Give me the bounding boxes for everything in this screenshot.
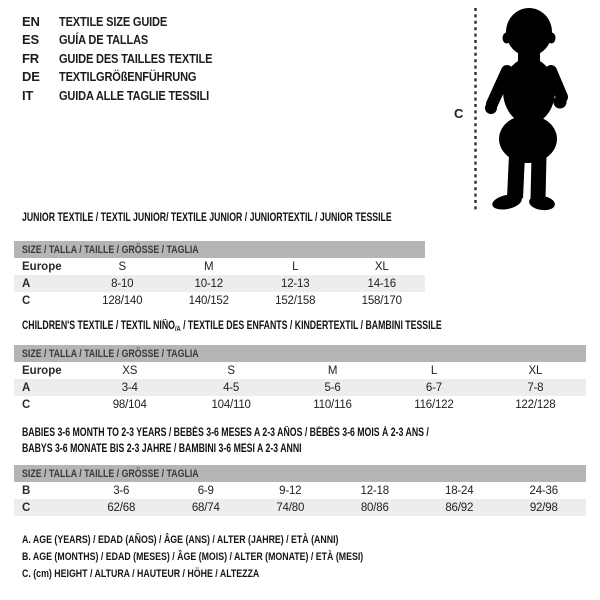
language-row-fr — [22, 49, 239, 68]
height-marker-label: C — [454, 106, 464, 121]
table-row-europe — [14, 362, 586, 379]
height-cell: 62/68 — [107, 501, 136, 514]
row-label: Europe — [22, 364, 62, 377]
size-header-bar: SIZE / TALLA / TAILLE / GRÖSSE / TAGLIA — [14, 241, 425, 258]
age-cell: 8-10 — [111, 277, 134, 290]
language-label: GUIDA ALLE TAGLIE TESSILI — [59, 87, 210, 103]
size-cell: L — [430, 364, 438, 377]
height-cell: 68/74 — [191, 501, 220, 514]
table-row-height — [14, 499, 586, 516]
age-cell: 4-5 — [223, 381, 240, 394]
height-figure — [440, 0, 600, 220]
age-cell: 18-24 — [445, 484, 474, 497]
language-label: GUÍA DE TALLAS — [59, 32, 149, 48]
table-row-height — [14, 292, 425, 309]
height-cell: 92/98 — [529, 501, 558, 514]
height-cell: 80/86 — [360, 501, 389, 514]
height-cell: 116/122 — [414, 398, 454, 411]
age-cell: 10-12 — [194, 277, 223, 290]
language-code: DE — [22, 69, 40, 85]
height-cell: 140/152 — [188, 294, 229, 307]
junior-section-title: JUNIOR TEXTILE / TEXTIL JUNIOR/ TEXTILE JUNIOR / JUNIORTEXTIL / JUNIOR TESSILE — [22, 212, 392, 224]
language-row-it — [22, 86, 239, 105]
age-cell: 12-18 — [360, 484, 389, 497]
table-row-europe — [14, 258, 425, 275]
height-cell: 98/104 — [112, 398, 147, 411]
age-cell: 14-16 — [367, 277, 396, 290]
language-title-block — [22, 12, 239, 105]
size-cell: S — [118, 260, 126, 273]
height-cell: 110/116 — [313, 398, 352, 411]
language-code: EN — [22, 13, 40, 29]
age-cell: 6-9 — [197, 484, 214, 497]
row-label: A — [22, 381, 31, 394]
size-cell: L — [292, 260, 299, 273]
language-label: GUIDE DES TAILLES TEXTILE — [59, 50, 213, 66]
footnote-a: A. AGE (YEARS) / EDAD (AÑOS) / ÂGE (ANS) / ALTER (JAHRE) / ETÀ (ANNI) — [22, 533, 339, 546]
language-code: ES — [22, 32, 39, 48]
height-cell: 152/158 — [275, 294, 316, 307]
row-label: C — [22, 501, 31, 514]
footnote-c: C. (cm) HEIGHT / ALTURA / HAUTEUR / HÖHE / ALTEZZA — [22, 567, 260, 580]
size-cell: S — [227, 364, 235, 377]
age-cell: 3-6 — [113, 484, 130, 497]
baby-silhouette-image — [480, 5, 574, 211]
size-cell: M — [204, 260, 214, 273]
size-cell: M — [327, 364, 338, 377]
row-label: C — [22, 294, 31, 307]
age-cell: 24-36 — [529, 484, 558, 497]
table-row-age — [14, 379, 586, 396]
age-cell: 7-8 — [527, 381, 544, 394]
height-cell: 158/170 — [361, 294, 402, 307]
row-label: C — [22, 398, 31, 411]
age-cell: 6-7 — [425, 381, 442, 394]
language-label: TEXTILE SIZE GUIDE — [59, 13, 168, 29]
size-cell: XL — [528, 364, 543, 377]
size-header-bar: SIZE / TALLA / TAILLE / GRÖSSE / TAGLIA — [14, 465, 586, 482]
height-cell: 86/92 — [445, 501, 474, 514]
height-dashed-line — [474, 8, 477, 212]
size-cell: XS — [122, 364, 138, 377]
height-cell: 104/110 — [211, 398, 251, 411]
children-section-title: CHILDREN'S TEXTILE / TEXTIL $NIÑO_{/A}$ / TEXTILE DES ENFANTS / KINDERTEXTIL / BAMBINI TESSILE — [22, 320, 442, 333]
size-cell: XL — [374, 260, 389, 273]
legend-footnotes — [22, 531, 449, 582]
babies-size-table — [14, 465, 586, 516]
age-cell: 5-6 — [324, 381, 341, 394]
language-row-de — [22, 68, 239, 87]
language-row-es — [22, 31, 239, 50]
language-code: FR — [22, 50, 39, 66]
height-cell: 74/80 — [276, 501, 305, 514]
language-code: IT — [22, 87, 34, 103]
age-cell: 9-12 — [279, 484, 302, 497]
age-cell: 12-13 — [281, 277, 310, 290]
table-row-height — [14, 396, 586, 413]
row-label: Europe — [22, 260, 62, 273]
babies-section-title: BABIES 3-6 MONTH TO 2-3 YEARS / BEBÉS 3-6 MESES A 2-3 AÑOS / BÉBÉS 3-6 MOIS À 2-3 ANS / BABYS 3-6 MONATE BIS 2-3 JAHRE / BAMBINI 3-6 MESI A 2-3 ANNI — [22, 427, 429, 455]
language-row-en — [22, 12, 239, 31]
junior-size-table — [14, 241, 425, 309]
children-size-table — [14, 345, 586, 413]
height-cell: 128/140 — [102, 294, 143, 307]
row-label: B — [22, 484, 31, 497]
age-cell: 3-4 — [121, 381, 138, 394]
height-cell: 122/128 — [515, 398, 556, 411]
table-row-age-months — [14, 482, 586, 499]
row-label: A — [22, 277, 31, 290]
language-label: TEXTILGRÖßENFÜHRUNG — [59, 69, 197, 85]
footnote-b: B. AGE (MONTHS) / EDAD (MESES) / ÂGE (MOIS) / ALTER (MONATE) / ETÀ (MESI) — [22, 550, 364, 563]
size-header-bar: SIZE / TALLA / TAILLE / GRÖSSE / TAGLIA — [14, 345, 586, 362]
table-row-age — [14, 275, 425, 292]
